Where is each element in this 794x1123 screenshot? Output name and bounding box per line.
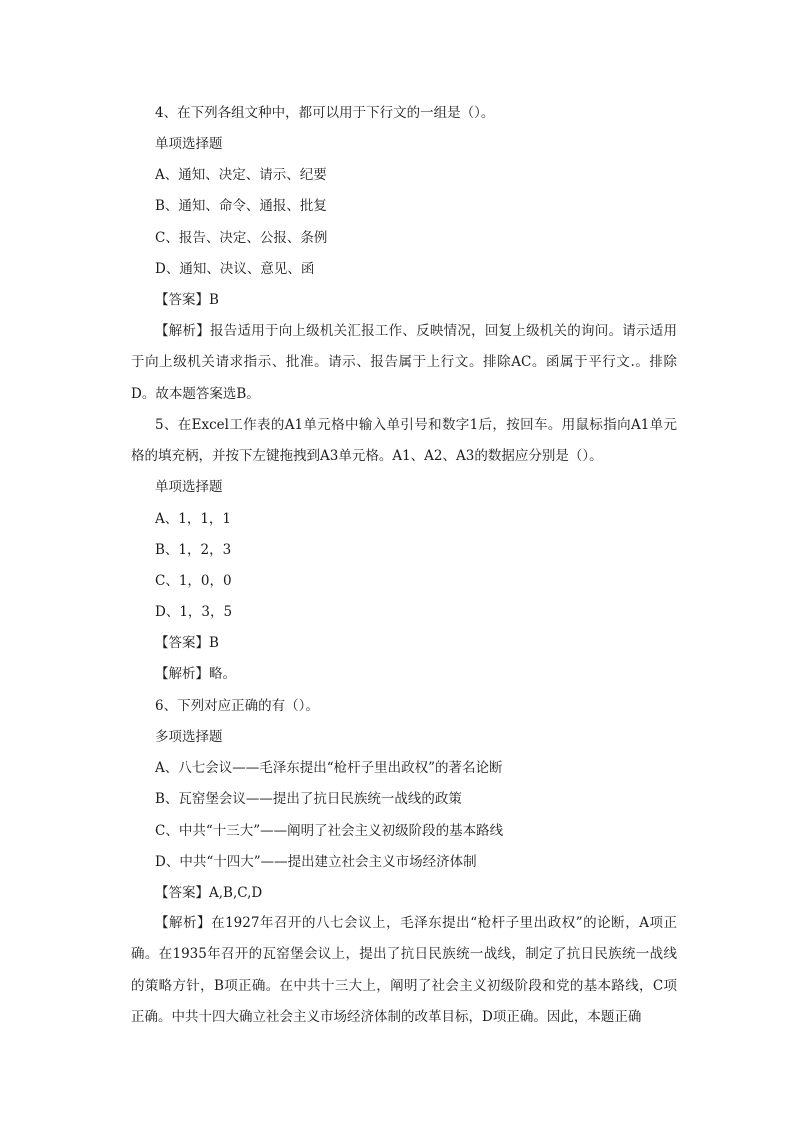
question-4-answer: 【答案】B <box>155 292 219 308</box>
question-6-option-a: A、八七会议——毛泽东提出“枪杆子里出政权”的著名论断 <box>155 760 503 776</box>
question-6-stem: 6、下列对应正确的有（）。 <box>155 698 319 714</box>
question-4-option-a: A、通知、决定、请示、纪要 <box>155 167 327 183</box>
question-4-type: 单项选择题 <box>155 136 223 152</box>
question-6-option-d: D、中共“十四大”——提出建立社会主义市场经济体制 <box>155 854 477 870</box>
question-6-option-c: C、中共“十三大”——阐明了社会主义初级阶段的基本路线 <box>155 823 504 839</box>
question-4-option-c: C、报告、决定、公报、条例 <box>155 230 328 246</box>
question-6-type: 多项选择题 <box>155 729 223 745</box>
question-4-option-b: B、通知、命令、通报、批复 <box>155 198 327 214</box>
question-4-option-d: D、通知、决议、意见、函 <box>155 261 315 277</box>
question-6-analysis: 【解析】在1927年召开的八七会议上，毛泽东提出“枪杆子里出政权”的论断，A项正确。在1935年召开的瓦窑堡会议上，提出了抗日民族统一战线，制定了抗日民族统一战线的策略方针，B项正确。在中共十三大上，阐明了社会主义初级阶段和党的基本路线，C项正确。中共十四大确立社会主义市场经济体制的改革目标，D项正确。因此，本题正确 <box>131 915 677 1025</box>
question-5-type: 单项选择题 <box>155 479 223 495</box>
question-5-option-a: A、1，1，1 <box>155 511 232 527</box>
question-5-analysis: 【解析】略。 <box>155 666 236 682</box>
question-5-answer: 【答案】B <box>155 635 219 651</box>
question-4-stem: 4、在下列各组文种中，都可以用于下行文的一组是（）。 <box>155 105 495 121</box>
question-5-stem: 5、在Excel工作表的A1单元格中输入单引号和数字1后，按回车。用鼠标指向A1单元格的填充柄，并按下左键拖拽到A3单元格。A1、A2、A3的数据应分别是（）。 <box>131 417 677 465</box>
question-5-option-d: D、1，3，5 <box>155 604 233 620</box>
question-6-answer: 【答案】A,B,C,D <box>155 885 263 901</box>
question-5-option-b: B、1，2，3 <box>155 542 232 558</box>
question-4-analysis: 【解析】报告适用于向上级机关汇报工作、反映情况，回复上级机关的询问。请示适用于向上级机关请求指示、批准。请示、报告属于上行文。排除AC。函属于平行文.。排除D。故本题答案选B。 <box>131 323 677 402</box>
question-5-option-c: C、1，0，0 <box>155 573 232 589</box>
question-6-option-b: B、瓦窑堡会议——提出了抗日民族统一战线的政策 <box>155 791 462 807</box>
